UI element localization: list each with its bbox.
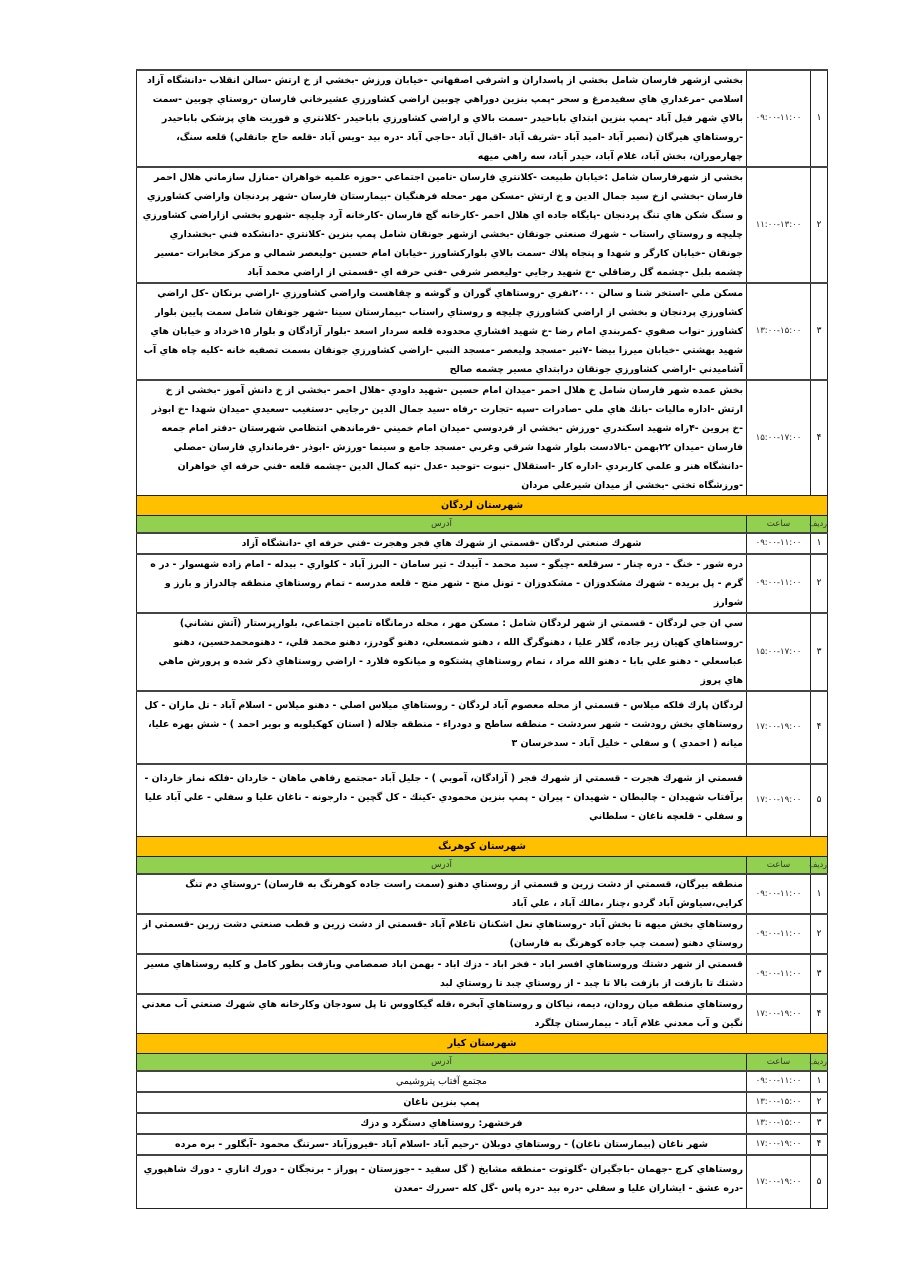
row-number: ۴ [811, 691, 828, 764]
table-row [137, 533, 828, 554]
row-number: ۱ [811, 70, 828, 167]
table-row [137, 691, 828, 764]
row-number: ۱ [811, 533, 828, 554]
address-cell: مسكن ملي -استخر شنا و سالن ۲۰۰۰نفري -روستاهاي گوران و گوشه و چقاهست واراضي كشاورزي -اراضي برنكان -كل اراضي كشاورزي پردنجان و بخشي از اراضي كشاورزي چليچه و روستاي راستاب -بيمارستان سينا -شهر جونقان شامل سمت پايين بلوار كشاورز -نواب صفوي -كمربندي امام رضا -خ شهيد افشاري محدوده قلعه سردار اسعد -بلوار آزادگان و بلوار ۱۵خرداد و خيابان هاي شهيد بهشتي -خيابان ميرزا بيضا -۷تير -مسجد وليعصر -مسجد النبي -اراضي كشاورزي جونقان بسمت تصفيه خانه -كليه چاه هاي آب آشاميدني -اراضي كشاورزي جونقان درابتداي مسير چشمه صالح [137, 283, 747, 380]
table-row [137, 1134, 828, 1155]
address-cell: بخش عمده شهر فارسان شامل خ هلال احمر -ميدان امام حسين -شهيد داودي -هلال احمر -بخشي از خ دانش آموز -بخشي از خ ارتش -اداره ماليات -بانك هاي ملي -صادرات -سپه -تجارت -رفاه -سيد جمال الدين -رجايي -دستغيب -سعيدي -ميدان شهدا -خ ابوذر -خ پروين -۴راه شهيد اسكندري -ورزش -بخشي از فردوسي -ميدان امام خميني -فرماندهي انتظامي شهرستان -دفتر امام جمعه فارسان -ميدان ۲۲بهمن -بالادست بلوار شهدا شرقي وغربي -مسجد جامع و سينما -ورزش -ابوذر -فرمانداري فارسان -مصلي -دانشگاه هنر و علمي كاربردي -اداره كار -استقلال -نبوت -توحيد -عدل -تپه كمال الدين -چشمه قلعه -فني حرفه اي خواهران -ورزشگاه تختي -بخشي از ميدان شيرعلي مردان [137, 380, 747, 496]
time-range: ۱۷:۰۰-۱۹:۰۰ [747, 1155, 811, 1209]
column-header-address: آدرس [137, 857, 747, 875]
row-number: ۴ [811, 1134, 828, 1155]
time-range: ۱۳:۰۰-۱۵:۰۰ [747, 1113, 811, 1134]
row-number: ۳ [811, 613, 828, 691]
address-cell: دره شور - خنگ - دره چنار - سرقلعه -چيگو - سيد محمد - آبيدك - تير سامان - البرز آباد - كلواري - بيدله - امام زاده شهسوار - در ه گرم - پل بريده - شهرك مشكدوزان - مشكدوزان - تونل منج - شهر منج - قلعه مدرسه - تمام روستاهاي منطقه چالدراز و بارز و شوارز [137, 554, 747, 613]
table-row [137, 874, 828, 914]
address-cell: شهر ناغان (بيمارستان ناغان) - روستاهاي دوبلان -رحيم آباد -اسلام آباد -فيروزآباد -سرتنگ محمود -آبگلور - بره مرده [137, 1134, 747, 1155]
address-cell: قسمتي از شهر دشتك وروستاهاي افسر اباد - فخر اباد - دزك اباد - بهمن اباد صمصامي وبازفت بطور كامل و كليه روستاهاي مسير دشتك تا بازفت از بازفت بالا تا چبد - از روستاي چبد تا روستاي لبد [137, 954, 747, 994]
section-title: شهرستان كوهرنگ [137, 837, 828, 857]
table-row [137, 954, 828, 994]
table-row [137, 1092, 828, 1113]
row-number: ۱ [811, 1071, 828, 1092]
time-range: ۰۹:۰۰-۱۱:۰۰ [747, 914, 811, 954]
row-number: ۳ [811, 1113, 828, 1134]
row-number: ۲ [811, 167, 828, 283]
table-row [137, 283, 828, 380]
table-row [137, 380, 828, 496]
time-range: ۰۹:۰۰-۱۱:۰۰ [747, 533, 811, 554]
address-cell: فرخشهر: روستاهاي دستگرد و دزك [137, 1113, 747, 1134]
time-range: ۱۷:۰۰-۱۹:۰۰ [747, 1134, 811, 1155]
table-row [137, 914, 828, 954]
time-range: ۱۳:۰۰-۱۵:۰۰ [747, 1092, 811, 1113]
column-header-row [137, 857, 828, 875]
section-title: شهرستان لردگان [137, 496, 828, 516]
section-title: شهرستان كيار [137, 1034, 828, 1054]
address-cell: شهرك صنعتي لردگان -قسمتي از شهرك هاي فجر وهجرت -فني حرفه اي -دانشگاه آزاد [137, 533, 747, 554]
table-row [137, 1071, 828, 1092]
address-cell: پمپ بنزين ناغان [137, 1092, 747, 1113]
column-header-address: آدرس [137, 516, 747, 534]
time-range: ۰۹:۰۰-۱۱:۰۰ [747, 1071, 811, 1092]
address-cell: سي ان جي لردگان - قسمتي از شهر لردگان شامل : مسكن مهر ، محله درمانگاه تامين اجتماعي، بلوارپرستار (آتش نشاني) -روستاهاي كهيان زير جاده، گلار عليا ، دهنوگرگ الله ، دهنو شمسعلي، دهنو گودرز، دهنو محمد قلي، - دهنومحمدحسين، دهنو عباسعلي - دهنو علي بابا - دهنو الله مراد ، تمام روستاهاي پشتكوه و ميانكوه فلارد - اراضي روستاهاي ذكر شده و پرورش ماهي هاي پروز [137, 613, 747, 691]
table-row [137, 70, 828, 167]
column-header-time: ساعت [747, 857, 811, 875]
row-number: ۵ [811, 764, 828, 837]
column-header-time: ساعت [747, 1054, 811, 1072]
address-cell: مجتمع آفتاب پتروشيمي [137, 1071, 747, 1092]
table-row [137, 764, 828, 837]
address-cell: روستاهاي بخش ميهه تا بخش آباد -روستاهاي نعل اشكنان تاغلام آباد -قسمتي از دشت زرين و قطب صنعتي دشت زرين -قسمتي از روستاي دهنو (سمت چپ جاده كوهرنگ به فارسان) [137, 914, 747, 954]
table-row [137, 994, 828, 1034]
column-header-row-no: ردیف [811, 857, 828, 875]
time-range: ۱۷:۰۰-۱۹:۰۰ [747, 994, 811, 1034]
row-number: ۳ [811, 283, 828, 380]
time-range: ۰۹:۰۰-۱۱:۰۰ [747, 70, 811, 167]
column-header-row [137, 516, 828, 534]
time-range: ۰۹:۰۰-۱۱:۰۰ [747, 554, 811, 613]
section-header-row [137, 1034, 828, 1054]
time-range: ۱۷:۰۰-۱۹:۰۰ [747, 764, 811, 837]
address-cell: لردگان پارك فلكه ميلاس - قسمتي از محله معصوم آباد لردگان - روستاهاي ميلاس اصلي - دهنو ميلاس - اسلام آباد - تل ماران - كل روستاهاي بخش رودشت - شهر سردشت - منطقه ساطح و دودراء - منطقه جلاله ( استان كهكيلويه و بوير احمد ) - شش بهره عليا، ميانه ( احمدي ) و سفلي - خليل آباد - سدخرسان ۳ [137, 691, 747, 764]
time-range: ۱۵:۰۰-۱۷:۰۰ [747, 380, 811, 496]
column-header-row-no: ردیف [811, 1054, 828, 1072]
time-range: ۱۷:۰۰-۱۹:۰۰ [747, 691, 811, 764]
table-row [137, 1155, 828, 1209]
time-range: ۰۹:۰۰-۱۱:۰۰ [747, 874, 811, 914]
row-number: ۴ [811, 380, 828, 496]
time-range: ۱۳:۰۰-۱۵:۰۰ [747, 283, 811, 380]
section-header-row [137, 496, 828, 516]
address-cell: بخشي ازشهر فارسان شامل بخشي از پاسداران و اشرفي اصفهاني -خيابان ورزش -بخشي از خ ارتش -سالن انقلاب -دانشگاه آزاد اسلامي -مرغداري هاي سفيدمرغ و سحر -پمپ بنزين دوراهي چوبين اراضي كشاورزي عشيرخاني فارسان -روستاي چوبين -سمت بالاي شهر فيل آباد -پمپ بنزين ابتداي باباحيدر -سمت بالاي و اراضي كشاورزي باباحيدر -كلانتري و فوريت هاي پزشكي باباحيدر -روستاهاي هيرگان (نصير آباد -اميد آباد -شريف آباد -اقبال آباد -حاجي آباد -دره بيد -ويس آباد -قلعه حاج جانقلي) قلعه سنگ، چهارموران، بخش آباد، غلام آباد، حيدر آباد، سه راهي ميهه [137, 70, 747, 167]
row-number: ۲ [811, 914, 828, 954]
row-number: ۳ [811, 954, 828, 994]
time-range: ۱۵:۰۰-۱۷:۰۰ [747, 613, 811, 691]
outage-schedule-table [136, 69, 828, 1209]
table-row [137, 613, 828, 691]
time-range: ۱۱:۰۰-۱۳:۰۰ [747, 167, 811, 283]
address-cell: روستاهاي منطقه ميان رودان، ديمه، نياكان و روستاهاي آبخره ،قله گيكاووس تا پل سودجان وكارخانه هاي شهرك صنعتي آب معدني نگين و آب معدني غلام آباد - بيمارستان چلگرد [137, 994, 747, 1034]
table-row [137, 1113, 828, 1134]
column-header-row-no: ردیف [811, 516, 828, 534]
column-header-row [137, 1054, 828, 1072]
address-cell: روستاهاي كرچ -جهمان -باجگيران -گلوتوت -منطقه مشايخ ( گل سفيد - -جوزستان - پوراز - برنجگان - دورك اناري - دورك شاهپوري -دره عشق - ايشاران عليا و سفلي -دره بيد -دره پاس -گل كله -سررك -معدن [137, 1155, 747, 1209]
time-range: ۰۹:۰۰-۱۱:۰۰ [747, 954, 811, 994]
outage-schedule-sheet [136, 69, 828, 1209]
address-cell: قسمتي از شهرك هجرت - قسمتي از شهرك فجر ( آزادگان، آموبي ) - جليل آباد -مجتمع رفاهي ماهان - خاردان -فلكه نماز خاردان - برآفتاب شهيدان - چالبطان - شهيدان - پيران - پمپ بنزين محمودي -كينك - كل گچين - دارجونه - ناغان عليا و سفلي - علي آباد عليا و سفلي - قلعچه ناغان - سلطاني [137, 764, 747, 837]
row-number: ۲ [811, 1092, 828, 1113]
section-header-row [137, 837, 828, 857]
row-number: ۵ [811, 1155, 828, 1209]
table-row [137, 554, 828, 613]
row-number: ۲ [811, 554, 828, 613]
address-cell: بخشي از شهرفارسان شامل :خيابان طبيعت -كلانتري فارسان -تامين اجتماعي -حوزه علميه خواهران -منازل سازماني هلال احمر فارسان -بخشي ازخ سيد جمال الدين و خ ارتش -مسكن مهر -محله فرهنگيان -بيمارستان فارسان -شهر پردنجان واراضي كشاورزي و سنگ شكن هاي تنگ پردنجان -پايگاه جاده اي هلال احمر -كارخانه گچ فارسان -كارخانه آرد چليچه -شهرو بخشي ازاراضي كشاورزي چليچه و روستاي راستاب - شهرك صنعتي جونقان -بخشي ازشهر جونقان شامل پمپ بنزين -كلانتري -دانشكده فني -بخشداري جونقان -خيابان كارگر و شهدا و پنجاه پلاك -سمت بالاي بلواركشاورز -خيابان امام حسين -وليعصر شمالي و مركز مخابرات -مسير چشمه بلبل -چشمه گل رضاقلي -خ شهيد رجايي -وليعصر شرقي -فني حرفه اي -قسمتي از اراضي محمد آباد [137, 167, 747, 283]
table-row [137, 167, 828, 283]
address-cell: منطقه بيرگان، قسمتي از دشت زرين و قسمتي از روستاي دهنو (سمت راست جاده كوهرنگ به فارسان) -روستاي دم تنگ كرايي،سياوش آباد گردو ،چنار ،مالك آباد ، علي آباد [137, 874, 747, 914]
column-header-time: ساعت [747, 516, 811, 534]
row-number: ۱ [811, 874, 828, 914]
column-header-address: آدرس [137, 1054, 747, 1072]
row-number: ۴ [811, 994, 828, 1034]
